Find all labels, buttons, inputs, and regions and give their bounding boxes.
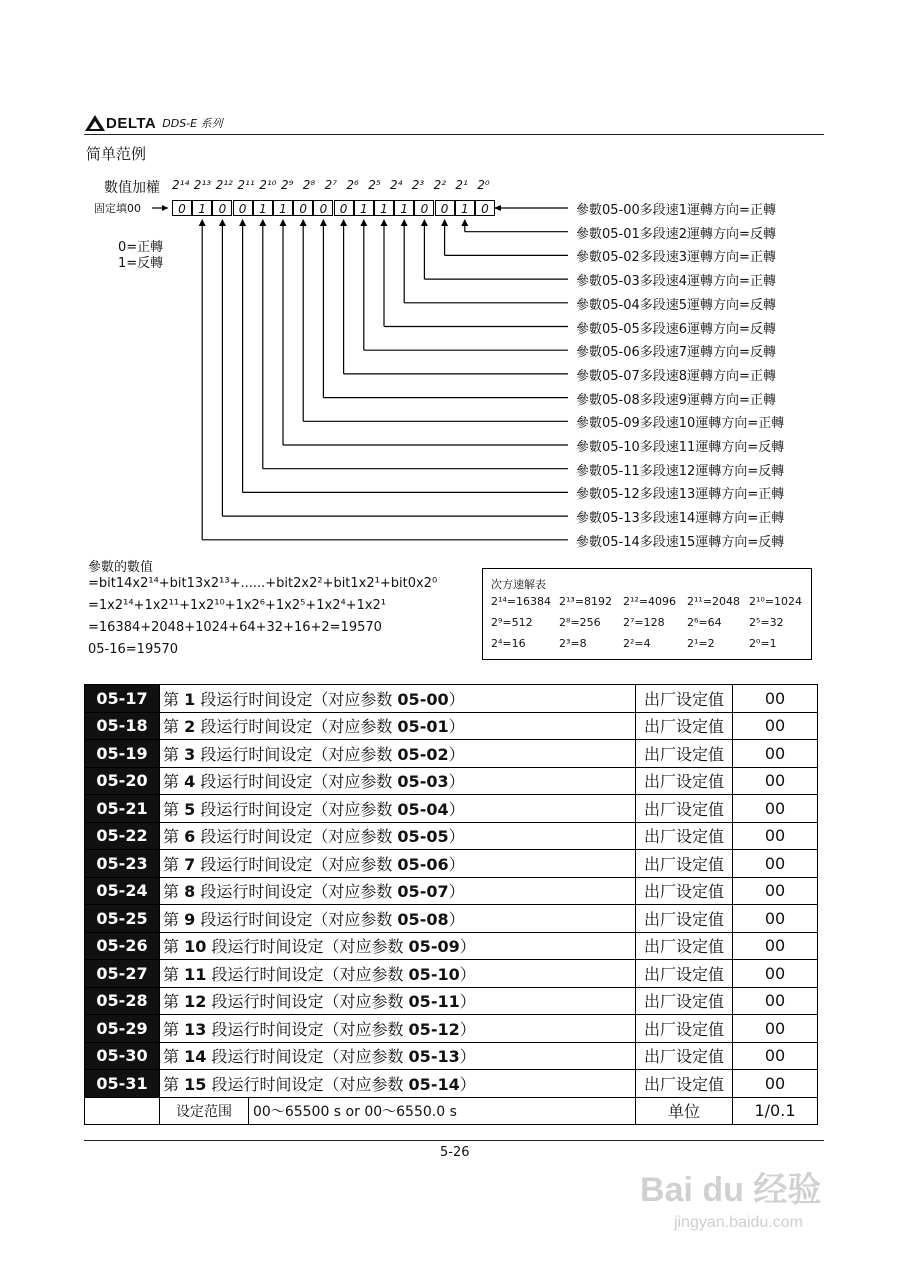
param-default-value: 00 bbox=[733, 795, 818, 823]
direction-label: 參數05-13多段速14運轉方向=正轉 bbox=[576, 511, 785, 527]
power-label: 2¹³ bbox=[193, 178, 212, 192]
param-default-value: 00 bbox=[733, 877, 818, 905]
param-default-value: 00 bbox=[733, 740, 818, 768]
param-code: 05-31 bbox=[85, 1070, 160, 1098]
power-table-entry: 2⁶=64 bbox=[687, 616, 722, 629]
power-table-entry: 2¹⁴=16384 bbox=[491, 595, 552, 608]
power-table-entry: 2¹¹=2048 bbox=[687, 595, 741, 608]
power-table bbox=[482, 568, 812, 660]
bit-cell: 0 bbox=[414, 200, 434, 216]
param-row bbox=[85, 767, 818, 795]
param-default-label: 出厂设定值 bbox=[636, 1042, 733, 1070]
param-default-value: 00 bbox=[733, 1042, 818, 1070]
direction-label: 參數05-11多段速12運轉方向=反轉 bbox=[576, 463, 785, 479]
connector-arrowhead bbox=[381, 219, 388, 226]
direction-label: 參數05-00多段速1運轉方向=正轉 bbox=[576, 203, 776, 218]
power-label: 2⁹ bbox=[281, 178, 294, 192]
power-label: 2¹¹ bbox=[237, 178, 255, 192]
formula-title: 參數的數值 bbox=[88, 560, 154, 575]
param-default-label: 出厂设定值 bbox=[636, 795, 733, 823]
connector-arrowhead bbox=[401, 219, 408, 226]
power-table-entry: 2⁹=512 bbox=[491, 616, 533, 629]
param-code: 05-23 bbox=[85, 850, 160, 878]
fixed-arrow-head bbox=[162, 205, 168, 211]
param-row bbox=[85, 685, 818, 713]
bit-cell: 1 bbox=[354, 200, 374, 216]
power-label: 2⁷ bbox=[324, 178, 338, 192]
param-default-label: 出厂设定值 bbox=[636, 767, 733, 795]
direction-label: 參數05-09多段速10運轉方向=正轉 bbox=[576, 416, 785, 432]
param-description: 第 11 段运行时间设定（对应参数 05-10） bbox=[160, 960, 636, 988]
power-table-entry: 2¹²=4096 bbox=[623, 595, 677, 608]
param-default-label: 出厂设定值 bbox=[636, 960, 733, 988]
param-default-value: 00 bbox=[733, 685, 818, 713]
power-label: 2¹⁴ bbox=[172, 178, 190, 192]
power-label: 2¹ bbox=[455, 178, 468, 192]
range-value: 00～65500 s or 00～6550.0 s bbox=[253, 1103, 457, 1120]
direction-label: 參數05-06多段速7運轉方向=反轉 bbox=[576, 345, 776, 361]
bit-cell: 0 bbox=[233, 200, 253, 216]
param-code: 05-19 bbox=[85, 740, 160, 768]
connector-arrowhead bbox=[259, 219, 266, 226]
connector-arrowhead bbox=[340, 219, 347, 226]
param-default-label: 出厂设定值 bbox=[636, 712, 733, 740]
param-description: 第 10 段运行时间设定（对应参数 05-09） bbox=[160, 932, 636, 960]
power-table-entry: 2³=8 bbox=[559, 637, 587, 650]
power-label: 2⁸ bbox=[302, 178, 316, 192]
param-code: 05-29 bbox=[85, 1015, 160, 1043]
power-label: 2⁵ bbox=[368, 178, 381, 192]
unit-label: 单位 bbox=[636, 1097, 733, 1125]
param-default-value: 00 bbox=[733, 960, 818, 988]
param-default-label: 出厂设定值 bbox=[636, 905, 733, 933]
direction-label: 參數05-03多段速4運轉方向=正轉 bbox=[576, 274, 776, 290]
series-name: DDS-E 系列 bbox=[162, 117, 223, 130]
power-label: 2² bbox=[433, 178, 447, 192]
param-description: 第 1 段运行时间设定（对应参数 05-00） bbox=[160, 685, 636, 713]
power-table-entry: 2⁰=1 bbox=[749, 637, 777, 650]
param-default-value: 00 bbox=[733, 987, 818, 1015]
bit-cell: 0 bbox=[212, 200, 232, 216]
param-code: 05-24 bbox=[85, 877, 160, 905]
parameter-table-body bbox=[85, 685, 818, 1098]
legend-reverse: 1=反轉 bbox=[118, 256, 164, 271]
bit-cell: 0 bbox=[172, 200, 192, 216]
param-default-label: 出厂设定值 bbox=[636, 1015, 733, 1043]
power-table-entry: 2¹³=8192 bbox=[559, 595, 613, 608]
range-row bbox=[85, 1097, 818, 1125]
param-row bbox=[85, 822, 818, 850]
param-code: 05-21 bbox=[85, 795, 160, 823]
connector-arrowhead bbox=[441, 219, 448, 226]
bit0-arrow-head bbox=[494, 205, 501, 211]
param-row bbox=[85, 905, 818, 933]
watermark-logo: Bai du 经验 bbox=[640, 1171, 822, 1209]
param-row bbox=[85, 987, 818, 1015]
power-table-title: 次方速解表 bbox=[491, 578, 546, 591]
param-description: 第 14 段运行时间设定（对应参数 05-13） bbox=[160, 1042, 636, 1070]
param-code: 05-26 bbox=[85, 932, 160, 960]
parameter-table bbox=[84, 684, 818, 1125]
connector-arrowhead bbox=[280, 219, 287, 226]
direction-label: 參數05-10多段速11運轉方向=反轉 bbox=[576, 440, 785, 455]
param-row bbox=[85, 795, 818, 823]
bit-cell: 1 bbox=[273, 200, 293, 216]
param-code: 05-25 bbox=[85, 905, 160, 933]
power-label: 2³ bbox=[411, 178, 425, 192]
param-default-label: 出厂设定值 bbox=[636, 850, 733, 878]
bit-cell: 1 bbox=[253, 200, 273, 216]
power-label: 2⁶ bbox=[346, 178, 359, 192]
bit-cell: 1 bbox=[394, 200, 414, 216]
param-default-value: 00 bbox=[733, 822, 818, 850]
param-default-label: 出厂设定值 bbox=[636, 685, 733, 713]
bit-cell: 0 bbox=[435, 200, 455, 216]
direction-label: 參數05-12多段速13運轉方向=正轉 bbox=[576, 487, 785, 503]
connector-arrowhead bbox=[219, 219, 226, 226]
bit-cell: 0 bbox=[313, 200, 333, 216]
connector-arrowhead bbox=[239, 219, 246, 226]
param-row bbox=[85, 932, 818, 960]
bit-cell: 0 bbox=[293, 200, 313, 216]
direction-label: 參數05-01多段速2運轉方向=反轉 bbox=[576, 226, 776, 242]
param-description: 第 8 段运行时间设定（对应参数 05-07） bbox=[160, 877, 636, 905]
param-default-label: 出厂设定值 bbox=[636, 987, 733, 1015]
bit-cell: 1 bbox=[374, 200, 394, 216]
connector-arrowhead bbox=[360, 219, 367, 226]
weight-label: 數值加權 bbox=[104, 180, 160, 196]
param-default-value: 00 bbox=[733, 850, 818, 878]
param-row bbox=[85, 1070, 818, 1098]
power-table-entry: 2¹⁰=1024 bbox=[749, 595, 803, 608]
formula-line-4: 05-16=19570 bbox=[88, 642, 179, 657]
param-code: 05-18 bbox=[85, 712, 160, 740]
param-code: 05-20 bbox=[85, 767, 160, 795]
param-row bbox=[85, 712, 818, 740]
param-default-value: 00 bbox=[733, 932, 818, 960]
range-label: 设定范围 bbox=[160, 1098, 249, 1125]
param-description: 第 15 段运行时间设定（对应参数 05-14） bbox=[160, 1070, 636, 1098]
direction-label: 參數05-07多段速8運轉方向=正轉 bbox=[576, 368, 776, 384]
param-row bbox=[85, 850, 818, 878]
param-row bbox=[85, 1015, 818, 1043]
watermark-url: jingyan.baidu.com bbox=[674, 1214, 803, 1231]
direction-label: 參數05-02多段速3運轉方向=正轉 bbox=[576, 250, 776, 266]
power-label: 2⁰ bbox=[477, 178, 490, 192]
section-title: 简单范例 bbox=[86, 145, 147, 163]
page-number: 5-26 bbox=[440, 1145, 470, 1160]
brand-name: DELTA bbox=[106, 114, 157, 132]
power-table-entry: 2⁸=256 bbox=[559, 616, 601, 629]
bit-cell: 0 bbox=[475, 200, 495, 216]
direction-label: 參數05-05多段速6運轉方向=反轉 bbox=[576, 321, 776, 337]
param-description: 第 13 段运行时间设定（对应参数 05-12） bbox=[160, 1015, 636, 1043]
param-code: 05-17 bbox=[85, 685, 160, 713]
param-default-label: 出厂设定值 bbox=[636, 740, 733, 768]
power-table-entry: 2⁴=16 bbox=[491, 637, 526, 650]
param-row bbox=[85, 877, 818, 905]
param-code: 05-22 bbox=[85, 822, 160, 850]
param-description: 第 9 段运行时间设定（对应参数 05-08） bbox=[160, 905, 636, 933]
bit-cell: 1 bbox=[192, 200, 212, 216]
connector-arrowhead bbox=[461, 219, 468, 226]
param-description: 第 2 段运行时间设定（对应参数 05-01） bbox=[160, 712, 636, 740]
range-cell bbox=[160, 1097, 636, 1125]
formula-line-1: =bit14x2¹⁴+bit13x2¹³+......+bit2x2²+bit1x2¹+bit0x2⁰ bbox=[88, 576, 438, 591]
range-blank-cell bbox=[85, 1097, 160, 1125]
direction-label: 參數05-14多段速15運轉方向=反轉 bbox=[576, 534, 785, 550]
connector-arrowhead bbox=[300, 219, 307, 226]
param-default-label: 出厂设定值 bbox=[636, 1070, 733, 1098]
bit-cell: 0 bbox=[334, 200, 354, 216]
param-code: 05-30 bbox=[85, 1042, 160, 1070]
param-default-value: 00 bbox=[733, 1070, 818, 1098]
footer-rule bbox=[84, 1140, 824, 1141]
power-table-entry: 2¹=2 bbox=[687, 637, 715, 650]
direction-label: 參數05-04多段速5運轉方向=反轉 bbox=[576, 297, 776, 313]
connector-arrowhead bbox=[320, 219, 327, 226]
unit-value: 1/0.1 bbox=[733, 1097, 818, 1125]
param-row bbox=[85, 960, 818, 988]
connector-arrowhead bbox=[421, 219, 428, 226]
power-label: 2¹² bbox=[215, 178, 233, 192]
param-default-label: 出厂设定值 bbox=[636, 877, 733, 905]
power-table-entry: 2⁷=128 bbox=[623, 616, 665, 629]
param-default-value: 00 bbox=[733, 1015, 818, 1043]
param-row bbox=[85, 740, 818, 768]
param-description: 第 3 段运行时间设定（对应参数 05-02） bbox=[160, 740, 636, 768]
param-default-label: 出厂设定值 bbox=[636, 822, 733, 850]
formula-line-2: =1x2¹⁴+1x2¹¹+1x2¹⁰+1x2⁶+1x2⁵+1x2⁴+1x2¹ bbox=[88, 598, 387, 613]
power-label: 2¹⁰ bbox=[259, 178, 277, 192]
param-default-value: 00 bbox=[733, 712, 818, 740]
param-code: 05-28 bbox=[85, 987, 160, 1015]
direction-label: 參數05-08多段速9運轉方向=正轉 bbox=[576, 392, 776, 408]
fixed-label-value: 0 bbox=[134, 202, 141, 215]
fixed-label-text: 固定填0 bbox=[94, 202, 134, 215]
param-row bbox=[85, 1042, 818, 1070]
connector-arrowhead bbox=[199, 219, 206, 226]
param-default-value: 00 bbox=[733, 905, 818, 933]
param-description: 第 5 段运行时间设定（对应参数 05-04） bbox=[160, 795, 636, 823]
param-code: 05-27 bbox=[85, 960, 160, 988]
formula-line-3: =16384+2048+1024+64+32+16+2=19570 bbox=[88, 620, 382, 635]
param-default-label: 出厂设定值 bbox=[636, 932, 733, 960]
power-table-entry: 2²=4 bbox=[623, 637, 651, 650]
bit-cell: 1 bbox=[455, 200, 475, 216]
power-label: 2⁴ bbox=[390, 178, 403, 192]
power-table-entry: 2⁵=32 bbox=[749, 616, 784, 629]
param-description: 第 12 段运行时间设定（对应参数 05-11） bbox=[160, 987, 636, 1015]
param-description: 第 4 段运行时间设定（对应参数 05-03） bbox=[160, 767, 636, 795]
legend-forward: 0=正轉 bbox=[118, 240, 164, 255]
param-description: 第 6 段运行时间设定（对应参数 05-05） bbox=[160, 822, 636, 850]
param-default-value: 00 bbox=[733, 767, 818, 795]
param-description: 第 7 段运行时间设定（对应参数 05-06） bbox=[160, 850, 636, 878]
